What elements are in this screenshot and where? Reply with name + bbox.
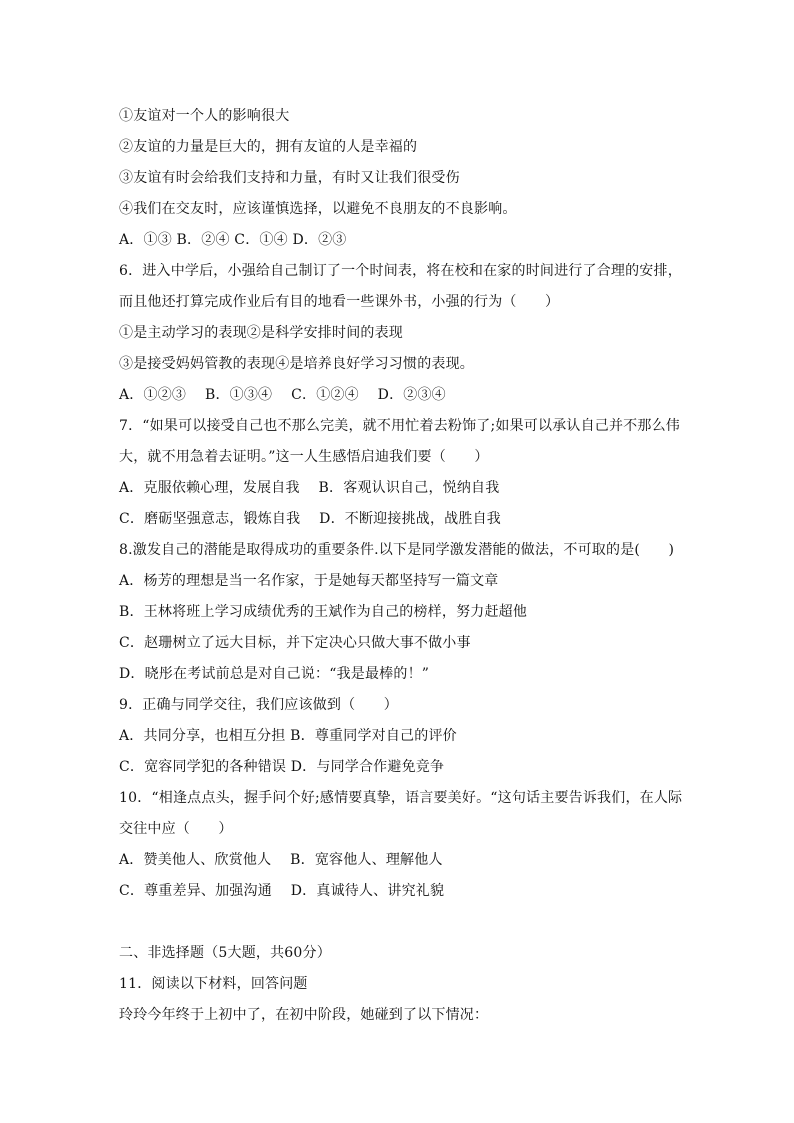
statement-3: ③友谊有时会给我们支持和力量，有时又让我们很受伤 [119,170,460,186]
q6-options: A．①②③ B．①③④ C．①②④ D．②③④ [119,387,446,403]
statement-1: ①友谊对一个人的影响很大 [119,108,290,124]
q11-material: 玲玲今年终于上初中了，在初中阶段，她碰到了以下情况： [119,1007,489,1023]
q11-stem: 11．阅读以下材料，回答问题 [119,976,308,992]
document-page [119,101,689,1031]
q7-stem-line-1: 7．“如果可以接受自己也不那么完美，就不用忙着去粉饰了;如果可以承认自己并不那么伟 [119,418,680,434]
q10-stem-line-1: 10．“相逢点点头，握手问个好;感情要真挚，语言要美好。“这句话主要告诉我们，在人际 [119,790,683,806]
q8-option-b: B．王林将班上学习成绩优秀的王斌作为自己的榜样，努力赶超他 [119,604,528,620]
q9-options-ab: A．共同分享，也相互分担 B．尊重同学对自己的评价 [119,728,457,744]
q8-stem: 8.激发自己的潜能是取得成功的重要条件.以下是同学激发潜能的做法，不可取的是( ) [119,542,675,558]
q8-option-c: C．赵珊树立了远大目标，并下定决心只做大事不做小事 [119,635,471,651]
q8-option-a: A．杨芳的理想是当一名作家，于是她每天都坚持写一篇文章 [119,573,499,589]
section-heading: 二、非选择题（5大题，共60分） [119,945,331,961]
q6-stem-line-1: 6．进入中学后，小强给自己制订了一个时间表，将在校和在家的时间进行了合理的安排， [119,263,682,279]
q10-options-ab: A．赞美他人、欣赏他人 B．宽容他人、理解他人 [119,852,443,868]
statement-4: ④我们在交友时，应该谨慎选择，以避免不良朋友的不良影响。 [119,201,517,217]
q6-stem-line-2: 而且他还打算完成作业后有目的地看一些课外书，小强的行为（ ） [119,294,560,310]
q6-statement-1: ①是主动学习的表现②是科学安排时间的表现 [119,325,403,341]
blank-line [119,907,689,938]
q9-options-cd: C．宽容同学犯的各种错误 D．与同学合作避免竞争 [119,759,445,775]
q7-options-cd: C．磨砺坚强意志，锻炼自我 D．不断迎接挑战，战胜自我 [119,511,501,527]
q7-options-ab: A．克服依赖心理，发展自我 B．客观认识自己，悦纳自我 [119,480,500,496]
statement-2: ②友谊的力量是巨大的，拥有友谊的人是幸福的 [119,139,418,155]
q6-statement-2: ③是接受妈妈管教的表现④是培养良好学习习惯的表现。 [119,356,474,372]
q10-stem-line-2: 交往中应（ ） [119,821,233,837]
q10-options-cd: C．尊重差异、加强沟通 D．真诚待人、讲究礼貌 [119,883,445,899]
q5-options: A．①③ B．②④ C．①④ D．②③ [119,232,347,248]
q9-stem: 9．正确与同学交往，我们应该做到（ ） [119,697,398,713]
q8-option-d: D．晓彤在考试前总是对自己说：“我是最棒的！” [119,666,430,682]
q7-stem-line-2: 大，就不用急着去证明。”这一人生感悟启迪我们要（ ） [119,449,489,465]
